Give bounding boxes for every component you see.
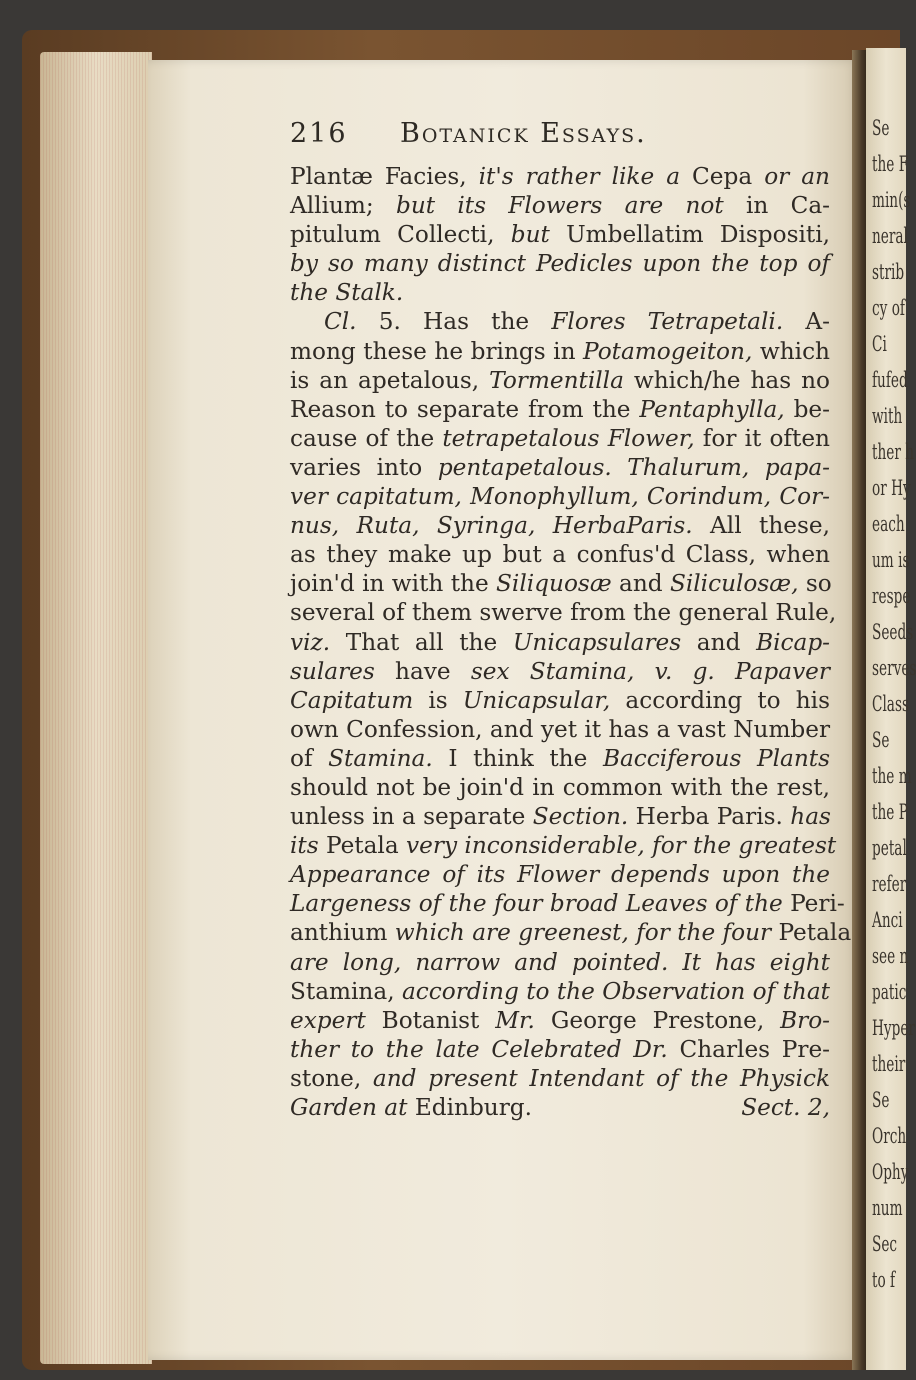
text-line bbox=[290, 220, 830, 249]
text-line bbox=[290, 948, 830, 977]
text-line bbox=[290, 307, 830, 336]
text-line bbox=[290, 744, 830, 773]
italic-text: expert bbox=[290, 1006, 366, 1034]
roman-text: according to his bbox=[610, 686, 830, 714]
facing-page-fragment: Se bbox=[872, 728, 890, 752]
roman-text: Botanist bbox=[365, 1006, 496, 1034]
facing-page-fragment: the P bbox=[872, 800, 908, 824]
text-line bbox=[290, 278, 830, 307]
italic-text: very inconsiderable, for the greatest bbox=[406, 832, 837, 860]
italic-text: viz. bbox=[290, 628, 331, 656]
roman-text: be- bbox=[784, 395, 830, 423]
italic-text: Capitatum bbox=[290, 686, 414, 714]
text-line bbox=[290, 366, 830, 395]
text-line bbox=[290, 628, 830, 657]
italic-text: Siliquosæ bbox=[496, 570, 612, 598]
roman-text: have bbox=[374, 657, 471, 685]
text-line bbox=[290, 482, 830, 511]
roman-text: as they make up but a confus'd Class, when bbox=[290, 541, 830, 569]
facing-page-fragment: Class bbox=[872, 692, 909, 716]
roman-text: for it often bbox=[694, 424, 830, 452]
italic-text: but bbox=[510, 221, 550, 249]
facing-page-fragment: strib bbox=[872, 260, 905, 284]
roman-text: Petala bbox=[771, 919, 852, 947]
italic-text: according to the Observation of that bbox=[401, 977, 830, 1005]
facing-page-fragment: Seeds bbox=[872, 620, 914, 644]
roman-text: Umbellatim Dispositi, bbox=[549, 221, 831, 249]
text-line bbox=[290, 918, 852, 947]
text-line bbox=[290, 162, 830, 191]
page-number: 216 bbox=[290, 118, 348, 149]
text-line bbox=[290, 395, 830, 424]
roman-text: is an apetalous, bbox=[290, 366, 490, 394]
facing-page-fragment: cy of bbox=[872, 296, 905, 320]
running-title: Botanick Essays. bbox=[400, 118, 647, 149]
text-line bbox=[290, 802, 830, 831]
text-line bbox=[290, 831, 837, 860]
italic-text: Appearance of its Flower depends upon the bbox=[290, 861, 830, 889]
roman-text: unless in a separate bbox=[290, 803, 533, 831]
facing-page-fragment: their bbox=[872, 1052, 906, 1076]
roman-text: George Prestone, bbox=[534, 1006, 781, 1034]
text-line bbox=[290, 889, 845, 918]
italic-text: nus, Ruta, Syringa, HerbaParis. bbox=[290, 512, 693, 540]
roman-text: cause of the bbox=[290, 424, 443, 452]
italic-text: or an bbox=[764, 163, 830, 190]
text-line bbox=[290, 686, 830, 715]
italic-text: has bbox=[790, 803, 831, 831]
facing-page-fragment: ther h bbox=[872, 440, 915, 464]
facing-page-fragment: min(s bbox=[872, 188, 911, 212]
text-line bbox=[290, 511, 830, 540]
italic-text: Pentaphylla, bbox=[639, 395, 785, 423]
roman-text: Herba Paris. bbox=[628, 803, 791, 831]
roman-text: own Confession, and yet it has a vast Number bbox=[290, 715, 831, 743]
roman-text: is bbox=[413, 686, 463, 714]
text-line bbox=[290, 453, 830, 482]
facing-page-fragment: Ci bbox=[872, 332, 887, 356]
italic-text: Largeness of the four broad Leaves of the bbox=[290, 890, 783, 918]
italic-text: Stamina. bbox=[328, 744, 433, 772]
page-body-text bbox=[290, 162, 852, 1122]
italic-text: Section. bbox=[532, 803, 629, 831]
roman-text: should not be join'd in common with the rest, bbox=[290, 773, 830, 801]
roman-text: I think the bbox=[432, 744, 603, 772]
facing-page-fragment: fufed bbox=[872, 368, 908, 392]
facing-page-fragment: respe bbox=[872, 584, 911, 608]
italic-text: Mr. bbox=[495, 1006, 535, 1034]
roman-text: varies into bbox=[290, 453, 438, 481]
italic-text: Flores Tetrapetali. bbox=[551, 308, 784, 336]
italic-text: sulares bbox=[290, 657, 375, 685]
roman-text: which bbox=[752, 337, 830, 365]
italic-text: Potamogeiton, bbox=[583, 337, 753, 365]
text-line bbox=[290, 1006, 830, 1035]
facing-page-fragment: each bbox=[872, 512, 905, 536]
text-line bbox=[290, 569, 830, 598]
italic-text: by so many distinct Pedicles upon the top of bbox=[290, 250, 830, 278]
facing-page-fragment: neral bbox=[872, 224, 908, 248]
italic-text: Unicapsulares bbox=[512, 628, 682, 656]
italic-text: sex Stamina, v. g. Papaver bbox=[470, 657, 830, 685]
roman-text: in Ca- bbox=[723, 192, 830, 220]
facing-page-edge bbox=[866, 48, 916, 1370]
running-header bbox=[290, 118, 850, 154]
roman-text: mong these he brings in bbox=[290, 337, 584, 365]
italic-text: its bbox=[290, 832, 319, 860]
roman-text: so bbox=[798, 570, 832, 598]
facing-page-fragment: serves bbox=[872, 656, 916, 680]
italic-text: ver capitatum, Monophyllum, Corindum, Cor- bbox=[290, 483, 830, 511]
italic-text: the Stalk. bbox=[290, 279, 404, 307]
text-line bbox=[290, 191, 830, 220]
italic-text: Cl. bbox=[324, 308, 357, 336]
text-line bbox=[290, 657, 830, 686]
facing-page-fragment: refer bbox=[872, 872, 907, 896]
facing-page-fragment: to f bbox=[872, 1268, 896, 1292]
facing-page-fragment: num bbox=[872, 1196, 903, 1220]
roman-text: join'd in with the bbox=[290, 570, 497, 598]
roman-text: Peri- bbox=[782, 890, 845, 918]
italic-text: Bicap- bbox=[756, 628, 831, 656]
roman-text: Allium; bbox=[290, 192, 396, 220]
facing-page-fragment: petal bbox=[872, 836, 907, 860]
text-line bbox=[290, 249, 830, 278]
italic-text: tetrapetalous Flower, bbox=[442, 424, 695, 452]
roman-text: pitulum Collecti, bbox=[290, 221, 511, 249]
roman-text: All these, bbox=[692, 512, 830, 540]
facing-page-fragment: Anci bbox=[872, 908, 903, 932]
roman-text: stone, bbox=[290, 1064, 373, 1092]
facing-page-fragment: the F bbox=[872, 152, 909, 176]
text-line bbox=[290, 977, 830, 1006]
text-line bbox=[290, 773, 830, 802]
facing-page-fragment: Orch bbox=[872, 1124, 907, 1148]
facing-page-fragment: um is bbox=[872, 548, 910, 572]
facing-page-fragment: see n bbox=[872, 944, 909, 968]
italic-text: Unicapsular, bbox=[462, 686, 611, 714]
text-line bbox=[290, 860, 830, 889]
italic-text: Tormentilla bbox=[489, 366, 624, 394]
roman-text: Stamina, bbox=[290, 977, 402, 1005]
facing-page-fragment: Sec bbox=[872, 1232, 898, 1256]
facing-page-fragment: Se bbox=[872, 116, 890, 140]
roman-text: A- bbox=[783, 308, 830, 336]
roman-text: of bbox=[290, 744, 329, 772]
italic-text: but its Flowers are not bbox=[396, 192, 724, 220]
roman-text: Petala bbox=[318, 832, 407, 860]
roman-text: Reason to separate from the bbox=[290, 395, 640, 423]
italic-text: Siliculosæ, bbox=[669, 570, 799, 598]
roman-text: anthium bbox=[290, 919, 395, 947]
italic-text: it's rather like a bbox=[478, 163, 681, 190]
text-line bbox=[290, 1064, 830, 1093]
roman-text: That all the bbox=[330, 628, 513, 656]
italic-text: Garden at bbox=[290, 1094, 408, 1121]
facing-page-fragment: the m bbox=[872, 764, 912, 788]
text-line bbox=[290, 598, 837, 627]
italic-text: pentapetalous. Thalurum, papa- bbox=[437, 453, 830, 481]
italic-text: ther to the late Celebrated Dr. bbox=[290, 1035, 668, 1063]
italic-text: Bacciferous Plants bbox=[602, 744, 830, 772]
roman-text: and bbox=[611, 570, 670, 598]
facing-page-fragment: or Hy bbox=[872, 476, 911, 500]
italic-text: Bro- bbox=[780, 1006, 830, 1034]
facing-page-fragment: Se bbox=[872, 1088, 890, 1112]
roman-text: Cepa bbox=[680, 163, 765, 190]
roman-text: which/he has no bbox=[623, 366, 831, 394]
catchword: Sect. 2, bbox=[741, 1094, 830, 1121]
roman-text: Edinburg. bbox=[407, 1094, 533, 1121]
text-line bbox=[290, 540, 830, 569]
text-line bbox=[290, 424, 830, 453]
page-edges bbox=[40, 52, 152, 1364]
italic-text: which are greenest, for the four bbox=[394, 919, 772, 947]
facing-page-fragment: with bbox=[872, 404, 903, 428]
roman-text: Charles Pre- bbox=[667, 1035, 831, 1063]
text-line bbox=[290, 337, 830, 366]
text-line bbox=[290, 715, 830, 744]
facing-page-fragment: Hyper bbox=[872, 1016, 915, 1040]
facing-page-fragment: patic bbox=[872, 980, 907, 1004]
roman-text: Plantæ Facies, bbox=[290, 163, 479, 190]
facing-page-fragment: Ophy bbox=[872, 1160, 909, 1184]
italic-text: and present Intendant of the Physick bbox=[372, 1064, 831, 1092]
italic-text: are long, narrow and pointed. It has eight bbox=[290, 948, 830, 976]
text-line bbox=[290, 1035, 830, 1064]
roman-text: and bbox=[681, 628, 757, 656]
roman-text: several of them swerve from the general Rule, bbox=[290, 599, 837, 627]
roman-text: 5. Has the bbox=[356, 308, 552, 336]
